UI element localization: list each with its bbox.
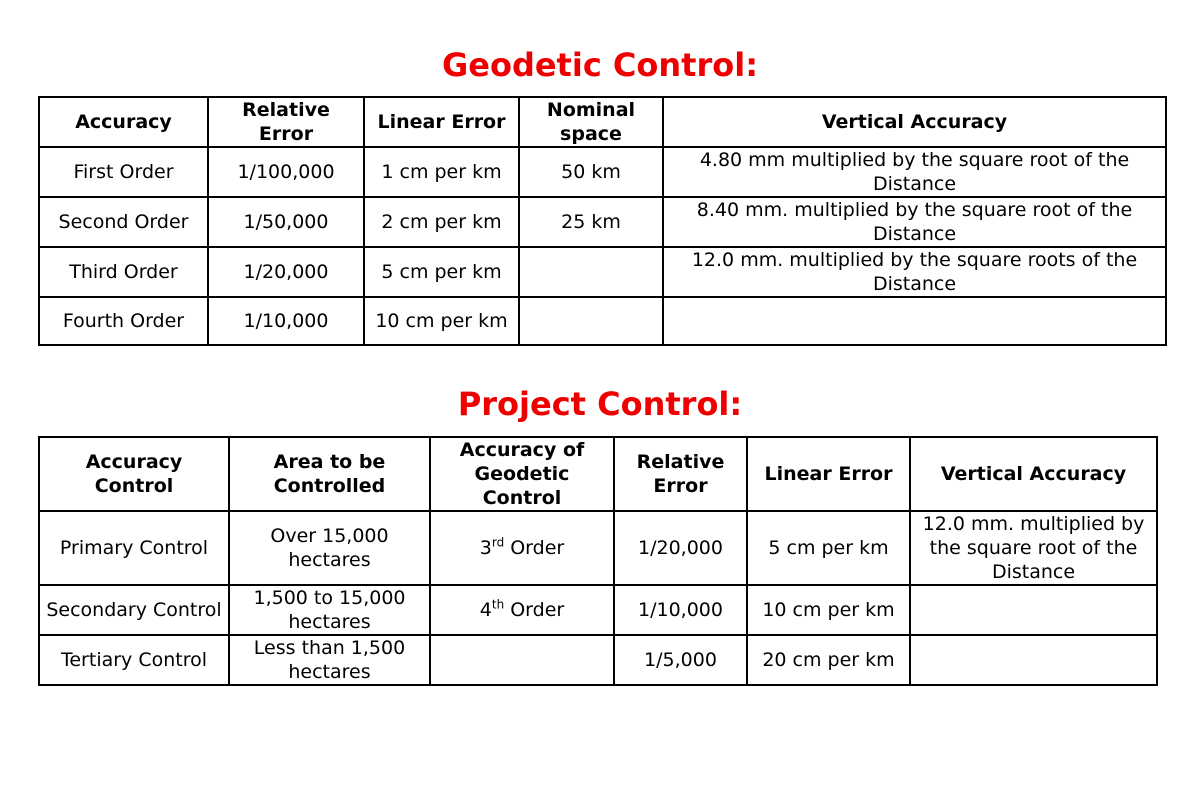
order-suffix: rd bbox=[491, 535, 505, 550]
header-relative-error: Relative Error bbox=[208, 97, 364, 147]
cell-geodetic-accuracy bbox=[430, 511, 614, 585]
header-area-to-be-controlled: Area to be Controlled bbox=[229, 437, 430, 511]
project-control-table bbox=[38, 436, 1158, 686]
cell-relative-error: 1/5,000 bbox=[614, 635, 747, 685]
header-vertical-accuracy: Vertical Accuracy bbox=[663, 97, 1166, 147]
geodetic-control-table bbox=[38, 96, 1167, 346]
cell-nominal-space: 50 km bbox=[519, 147, 663, 197]
cell-geodetic-accuracy bbox=[430, 585, 614, 635]
cell-relative-error: 1/100,000 bbox=[208, 147, 364, 197]
cell-linear-error: 2 cm per km bbox=[364, 197, 519, 247]
order-number: 4 bbox=[479, 599, 492, 621]
order-suffix: th bbox=[491, 597, 505, 612]
cell-accuracy-control: Primary Control bbox=[39, 511, 229, 585]
cell-relative-error: 1/20,000 bbox=[614, 511, 747, 585]
header-accuracy-of-geodetic-control: Accuracy of Geodetic Control bbox=[430, 437, 614, 511]
cell-vertical-accuracy bbox=[910, 585, 1157, 635]
table-row bbox=[39, 197, 1166, 247]
cell-vertical-accuracy: 8.40 mm. multiplied by the square root of the Distance bbox=[663, 197, 1166, 247]
header-linear-error: Linear Error bbox=[364, 97, 519, 147]
header-vertical-accuracy: Vertical Accuracy bbox=[910, 437, 1157, 511]
cell-linear-error: 5 cm per km bbox=[364, 247, 519, 297]
cell-linear-error: 20 cm per km bbox=[747, 635, 910, 685]
order-number: 3 bbox=[479, 537, 492, 559]
cell-linear-error: 10 cm per km bbox=[364, 297, 519, 345]
project-control-title: Project Control: bbox=[457, 385, 743, 423]
cell-linear-error: 5 cm per km bbox=[747, 511, 910, 585]
cell-area: Over 15,000 hectares bbox=[229, 511, 430, 585]
table-header-row bbox=[39, 97, 1166, 147]
table-row bbox=[39, 511, 1157, 585]
order-word: Order bbox=[504, 599, 565, 621]
cell-accuracy-control: Tertiary Control bbox=[39, 635, 229, 685]
cell-nominal-space bbox=[519, 297, 663, 345]
table-row bbox=[39, 585, 1157, 635]
cell-nominal-space bbox=[519, 247, 663, 297]
cell-relative-error: 1/10,000 bbox=[208, 297, 364, 345]
cell-area: Less than 1,500 hectares bbox=[229, 635, 430, 685]
cell-vertical-accuracy: 12.0 mm. multiplied by the square roots of the Distance bbox=[663, 247, 1166, 297]
cell-geodetic-accuracy bbox=[430, 635, 614, 685]
cell-vertical-accuracy: 4.80 mm multiplied by the square root of the Distance bbox=[663, 147, 1166, 197]
table-header-row bbox=[39, 437, 1157, 511]
cell-linear-error: 10 cm per km bbox=[747, 585, 910, 635]
table-row bbox=[39, 297, 1166, 345]
cell-relative-error: 1/20,000 bbox=[208, 247, 364, 297]
header-accuracy: Accuracy bbox=[39, 97, 208, 147]
cell-accuracy: Fourth Order bbox=[39, 297, 208, 345]
header-accuracy-control: Accuracy Control bbox=[39, 437, 229, 511]
table-row bbox=[39, 247, 1166, 297]
cell-vertical-accuracy: 12.0 mm. multiplied by the square root of the Distance bbox=[910, 511, 1157, 585]
cell-linear-error: 1 cm per km bbox=[364, 147, 519, 197]
cell-vertical-accuracy bbox=[910, 635, 1157, 685]
header-nominal-space: Nominal space bbox=[519, 97, 663, 147]
cell-accuracy: Third Order bbox=[39, 247, 208, 297]
cell-nominal-space: 25 km bbox=[519, 197, 663, 247]
table-row bbox=[39, 635, 1157, 685]
header-relative-error: Relative Error bbox=[614, 437, 747, 511]
table-row bbox=[39, 147, 1166, 197]
cell-relative-error: 1/10,000 bbox=[614, 585, 747, 635]
cell-area: 1,500 to 15,000 hectares bbox=[229, 585, 430, 635]
cell-accuracy-control: Secondary Control bbox=[39, 585, 229, 635]
order-word: Order bbox=[504, 537, 565, 559]
cell-vertical-accuracy bbox=[663, 297, 1166, 345]
header-linear-error: Linear Error bbox=[747, 437, 910, 511]
geodetic-control-title: Geodetic Control: bbox=[441, 46, 758, 84]
cell-accuracy: First Order bbox=[39, 147, 208, 197]
cell-accuracy: Second Order bbox=[39, 197, 208, 247]
cell-relative-error: 1/50,000 bbox=[208, 197, 364, 247]
